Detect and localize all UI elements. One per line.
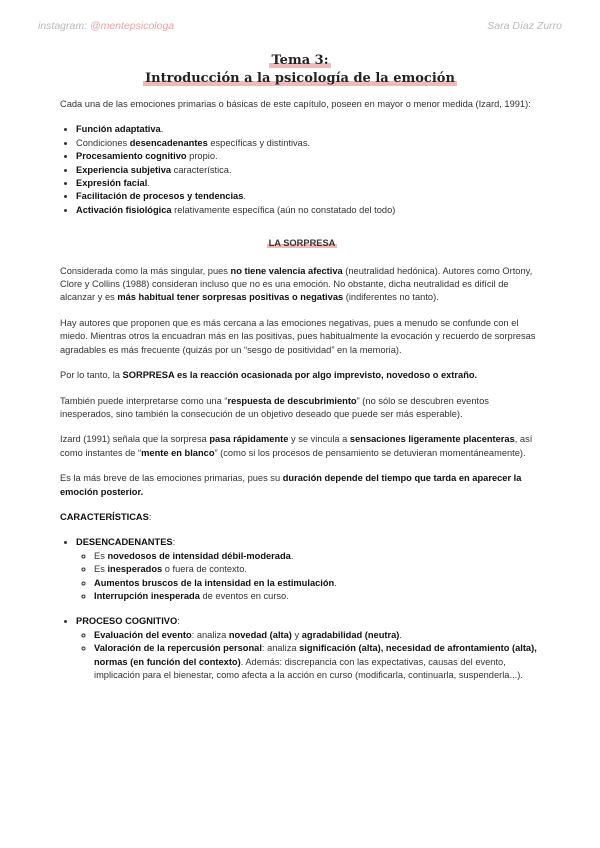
characteristics-list (60, 536, 544, 603)
cognitive-sublist (76, 629, 544, 683)
list-item: • Experiencia subjetiva característica. (76, 164, 544, 177)
list-item: • Expresión facial. (76, 177, 544, 190)
section-title: LA SORPRESA (268, 238, 336, 249)
list-item: • Procesamiento cognitivo propio. (76, 150, 544, 163)
paragraph-discovery: También puede interpretarse como una “respuesta de descubrimiento” (no sólo se descubren eventos inesperados, sino también la consecución de un objetivo deseado que puede ser más esperable). (60, 395, 489, 419)
list-item: ◦ Evaluación del evento: analiza novedad (alta) y agradabilidad (neutra). (94, 629, 544, 642)
cognitive-list (60, 615, 544, 682)
list-item: ◦ Aumentos bruscos de la intensidad en la estimulación. (94, 577, 544, 590)
list-item: ◦ Es novedosos de intensidad débil-moderada. (94, 550, 544, 563)
list-item-triggers: • DESENCADENANTES: ◦ Es novedosos de intensidad débil-moderada. ◦ Es inesperados o fuera de contexto. ◦ Aumentos bruscos de la intensidad en la estimulación. ◦ Interrupción inesperada de eventos en curso. (76, 536, 544, 603)
instagram-handle: @mentepsicologa (89, 20, 175, 32)
document-body (60, 98, 544, 694)
list-item: ◦ Interrupción inesperada de eventos en curso. (94, 590, 544, 603)
instagram-prefix: instagram: (38, 20, 90, 32)
features-list (60, 123, 544, 217)
paragraph-valence: Considerada como la más singular, pues no tiene valencia afectiva (neutralidad hedónica). Autores como Ortony, Clore y Collins (1988) consideran incluso que no es una emoción. No obstante, dicha neutralidad es difícil de alcanzar y es más habitual tener sorpresas positivas o negativas (indiferentes no tanto). (60, 265, 533, 303)
list-item: • Facilitación de procesos y tendencias. (76, 190, 544, 203)
list-item-cognitive: • PROCESO COGNITIVO: ◦ Evaluación del evento: analiza novedad (alta) y agradabilidad (neutra). ◦ Valoración de la repercusión personal: analiza significación (alta), necesidad de afrontamiento (alta), normas (en función del contexto). Además: discrepancia con las expectativas, causas del evento, implicación para el bienestar, como afecta a la acción en curso (modificarla, continuarla, suspenderla...). (76, 615, 544, 682)
list-item: • Activación fisiológica relativamente específica (aún no constatado del todo) (76, 204, 544, 217)
intro-paragraph: Cada una de las emociones primarias o básicas de este capítulo, poseen en mayor o menor medida (Izard, 1991): (60, 99, 531, 109)
list-item: ◦ Valoración de la repercusión personal: analiza significación (alta), necesidad de afrontamiento (alta), normas (en función del contexto). Además: discrepancia con las expectativas, causas del evento, implicación para el bienestar, como afecta a la acción en curso (modificarla, continuarla, suspenderla...). (94, 642, 544, 682)
document-title (0, 52, 600, 88)
title-line-2: Introducción a la psicología de la emoción (145, 71, 455, 86)
paragraph-izard: Izard (1991) señala que la sorpresa pasa rápidamente y se vincula a sensaciones ligeramente placenteras, así como instantes de “mente en blanco” (como si los procesos de pensamiento se detuvieran momentáneamente). (60, 434, 533, 458)
list-item: • Función adaptativa. (76, 123, 544, 136)
instagram-credit (38, 20, 174, 32)
author-name: Sara Díaz Zurro (487, 20, 562, 32)
triggers-sublist (76, 550, 544, 604)
paragraph-duration: Es la más breve de las emociones primarias, pues su duración depende del tiempo que tarda en aparecer la emoción posterior. (60, 473, 522, 497)
title-line-1: Tema 3: (271, 53, 329, 68)
page-header (38, 20, 562, 32)
paragraph-authors: Hay autores que proponen que es más cercana a las emociones negativas, pues a menudo se confunde con el miedo. Mientras otros la encuadran más en las positivas, pues habitualmente la evocación y recuerdo de sorpresas agradables es más frecuente (quizás por un “sesgo de positividad” en la memoria). (60, 317, 536, 355)
paragraph-definition: Por lo tanto, la SORPRESA es la reacción ocasionada por algo imprevisto, novedoso o extraño. (60, 370, 478, 381)
list-item: ◦ Es inesperados o fuera de contexto. (94, 563, 544, 576)
characteristics-heading: CARACTERÍSTICAS: (60, 511, 152, 522)
list-item: • Condiciones desencadenantes específicas y distintivas. (76, 137, 544, 150)
